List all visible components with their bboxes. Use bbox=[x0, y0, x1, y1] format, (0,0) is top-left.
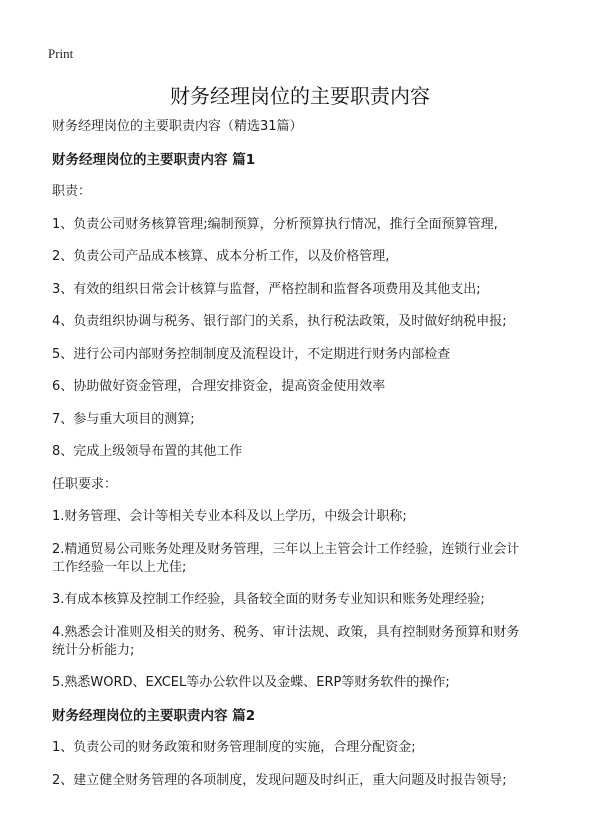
requirement-item bbox=[52, 674, 552, 692]
duty-item: 1、负责公司财务核算管理;编制预算，分析预算执行情况，推行全面预算管理, bbox=[52, 216, 498, 232]
requirement-line: 工作经验一年以上尤佳; bbox=[52, 559, 187, 575]
requirement-line: 1.财务管理、会计等相关专业本科及以上学历，中级会计职称; bbox=[52, 509, 407, 524]
requirement-line: 2.精通贸易公司账务处理及财务管理，三年以上主管会计工作经验，连锁行业会计 bbox=[52, 541, 520, 557]
document-body bbox=[52, 118, 552, 804]
duty-item: 4、负责组织协调与税务、银行部门的关系，执行税法政策，及时做好纳税申报; bbox=[52, 314, 507, 329]
section-heading-2: 财务经理岗位的主要职责内容 篇2 bbox=[52, 707, 256, 724]
section-heading-1: 财务经理岗位的主要职责内容 篇1 bbox=[52, 151, 256, 168]
requirement-line: 统计分析能力; bbox=[52, 642, 135, 658]
duty-item: 3、有效的组织日常会计核算与监督，严格控制和监督各项费用及其他支出; bbox=[52, 281, 481, 297]
requirement-item bbox=[52, 541, 552, 577]
duty-item: 8、完成上级领导布置的其他工作 bbox=[52, 444, 243, 459]
document-subtitle: 财务经理岗位的主要职责内容（精选31篇） bbox=[52, 119, 303, 134]
requirement-item bbox=[52, 624, 552, 660]
duty-item: 2、建立健全财务管理的各项制度，发现问题及时纠正，重大问题及时报告领导; bbox=[52, 772, 507, 788]
requirement-line: 3.有成本核算及控制工作经验，具备较全面的财务专业知识和账务处理经验; bbox=[52, 592, 485, 607]
duty-item: 5、进行公司内部财务控制制度及流程设计，不定期进行财务内部检查 bbox=[52, 346, 451, 362]
requirement-item bbox=[52, 508, 552, 526]
duty-item: 7、参与重大项目的测算; bbox=[52, 411, 195, 427]
page-title: 财务经理岗位的主要职责内容 bbox=[170, 84, 430, 108]
requirement-line: 5.熟悉WORD、EXCEL等办公软件以及金蝶、ERP等财务软件的操作; bbox=[52, 675, 450, 690]
print-label: Print bbox=[48, 46, 74, 61]
requirement-line: 4.熟悉会计准则及相关的财务、税务、审计法规、政策，具有控制财务预算和财务 bbox=[52, 624, 520, 640]
duty-item: 1、负责公司的财务政策和财务管理制度的实施，合理分配资金; bbox=[52, 740, 416, 755]
requirements-label: 任职要求： bbox=[52, 476, 118, 492]
duty-item: 2、负责公司产品成本核算、成本分析工作，以及价格管理, bbox=[52, 249, 390, 264]
requirement-item bbox=[52, 591, 552, 609]
duty-item: 6、协助做好资金管理，合理安排资金，提高资金使用效率 bbox=[52, 379, 386, 394]
duties-label: 职责： bbox=[52, 184, 92, 199]
